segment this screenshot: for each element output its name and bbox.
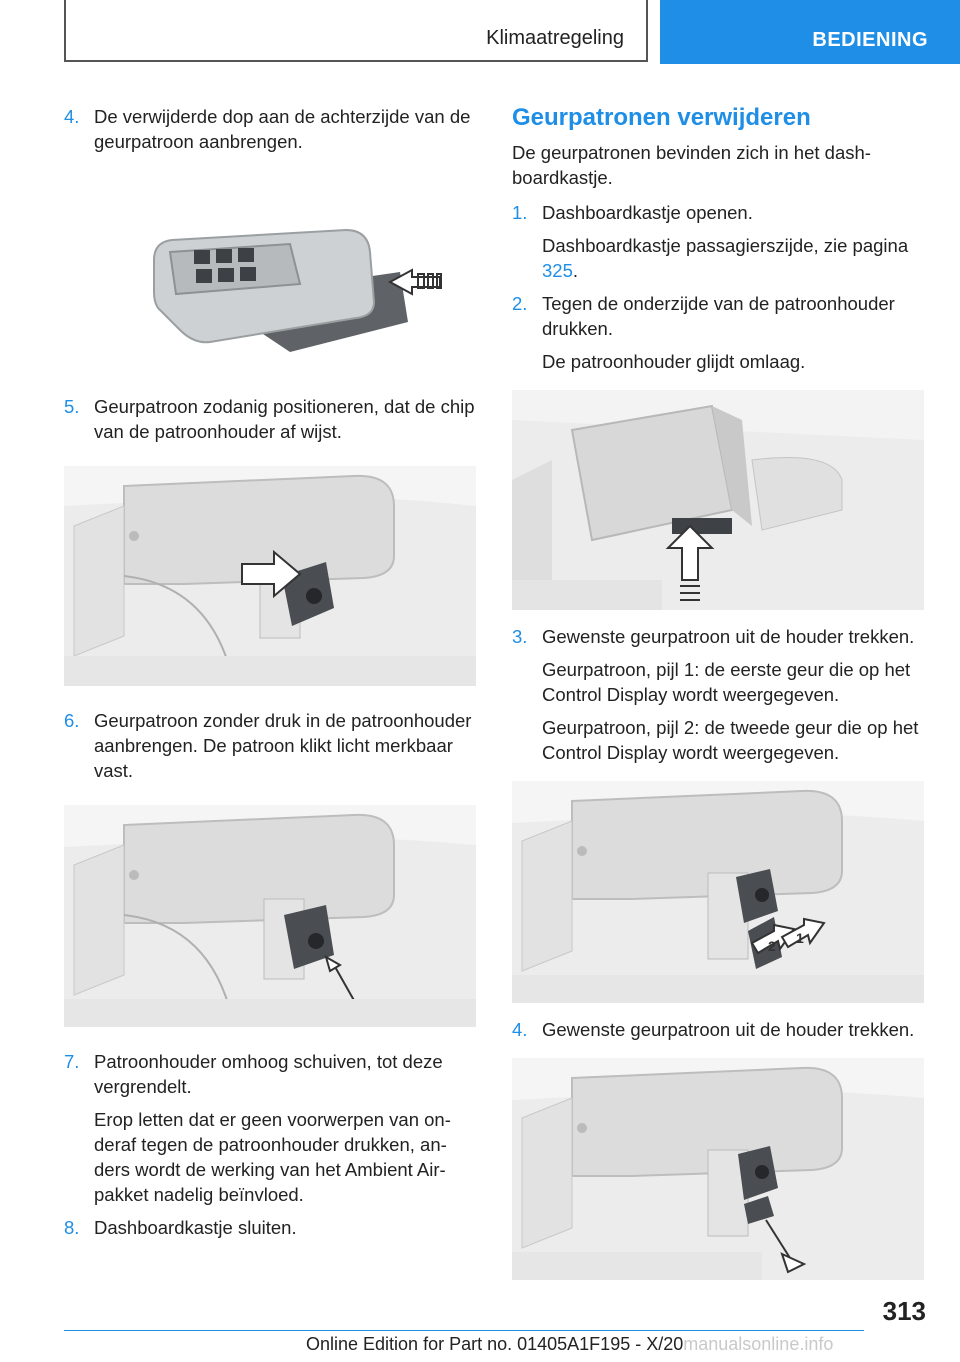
footer-edition [306,1334,833,1355]
section-heading: Geurpatronen verwijderen [512,104,811,131]
right-step-1 [512,200,924,225]
step-text: Tegen de onderzijde van de patroonhouder drukken. [542,293,895,339]
right-step-2-note: De patroonhouder glijdt omlaag. [542,351,806,372]
step-number: 4. [512,1019,528,1040]
right-step-2 [512,291,924,341]
page-link[interactable]: 325 [542,260,573,281]
right-step-3-note-1: Geurpatroon, pijl 1: de eerste geur die op het Control Display wordt weergegeven. [542,659,911,705]
step-text: Gewenste geurpatroon uit de houder trekken. [542,1019,915,1040]
arrow-label-1: 1 [796,930,804,946]
step-text: Dashboardkastje sluiten. [94,1217,297,1238]
step-text: Gewenste geurpatroon uit de houder trekken. [542,626,915,647]
left-step-5 [64,394,476,444]
step-number: 2. [512,293,528,314]
right-column [512,104,924,1280]
page-number: 313 [882,1296,926,1326]
step-number: 4. [64,106,80,127]
step-text: Geurpatroon zonder druk in de patroonhouder aanbrengen. De patroon klikt licht merkbaar vast. [94,710,472,781]
section-intro: De geurpatronen bevinden zich in het dashboardkastje. [512,142,871,188]
left-step-7 [64,1049,476,1099]
step-text: Geurpatroon zodanig positioneren, dat de chip van de patroonhouder af wijst. [94,396,475,442]
step-text: Patroonhouder omhoog schuiven, tot deze vergrendelt. [94,1051,443,1097]
holder-position-illustration [64,466,476,686]
step-number: 1. [512,202,528,223]
step-number: 7. [64,1051,80,1072]
note-text: Dashboardkastje passagierszijde, zie pagina [542,235,909,256]
left-step-7-note: Erop letten dat er geen voorwerpen van onderaf tegen de patroonhouder drukken, anders wordt de werking van het Ambient Air-pakket nadelig beïnvloed. [94,1109,451,1205]
footer-edition-text: Online Edition for Part no. 01405A1F195 - X/20 [306,1334,684,1354]
left-step-4 [64,104,476,154]
left-column [64,104,476,1240]
step-number: 5. [64,396,80,417]
arrow-label-2: 2 [768,938,776,954]
chapter-tab-label: BEDIENING [812,29,928,51]
step-number: 3. [512,626,528,647]
section-title: Klimaatregeling [486,27,624,49]
chapter-tab[interactable] [660,0,960,64]
right-step-3-note-2: Geurpatroon, pijl 2: de tweede geur die op het Control Display wordt weergegeven. [542,717,919,763]
insert-cartridge-illustration [64,805,476,1027]
remove-cartridge-illustration [512,1058,924,1280]
footer-watermark: manualsonline.info [683,1334,834,1354]
right-step-1-note [512,233,924,283]
right-step-4 [512,1017,924,1042]
left-step-6 [64,708,476,783]
right-step-3 [512,624,924,649]
cartridge-cap-illustration [150,212,460,358]
footer-divider [64,1330,864,1331]
pull-cartridge-arrows-illustration [512,781,924,1003]
step-number: 6. [64,710,80,731]
step-text: Dashboardkastje openen. [542,202,753,223]
left-step-8 [64,1215,476,1240]
step-number: 8. [64,1217,80,1238]
push-holder-illustration [512,390,924,610]
note-end: . [572,260,579,281]
step-text: De verwijderde dop aan de achterzijde van de geurpatroon aanbrengen. [94,106,471,152]
